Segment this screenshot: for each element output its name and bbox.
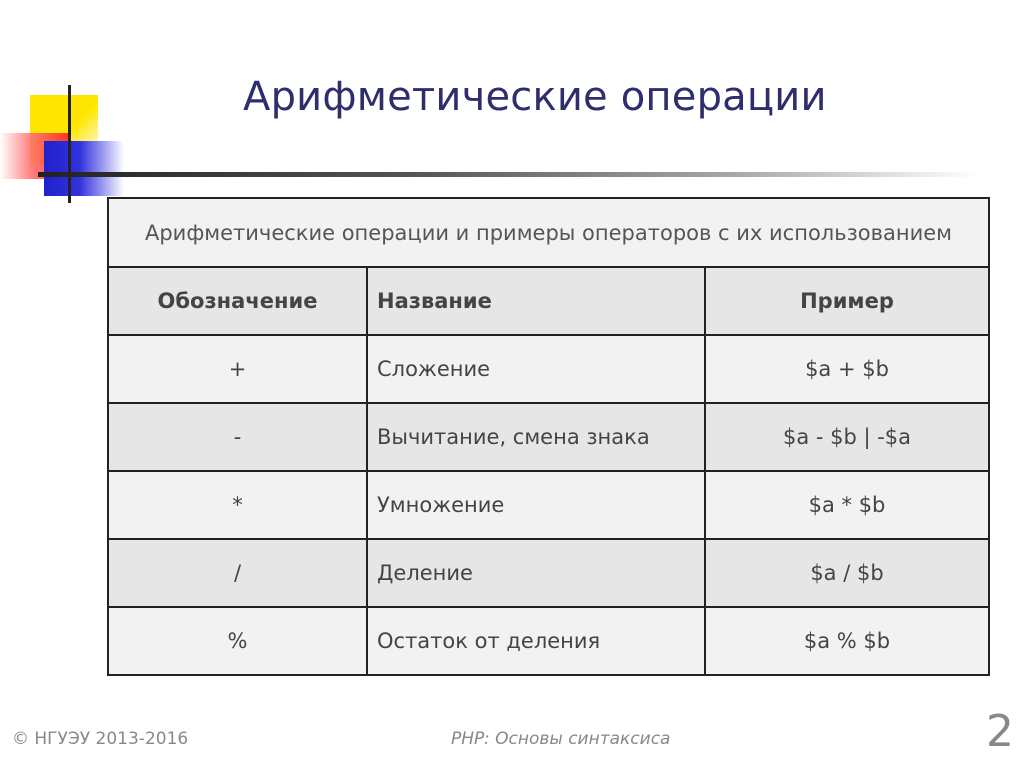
cell-name: Остаток от деления [367, 607, 705, 675]
cell-symbol: * [108, 471, 367, 539]
footer-course-title: PHP: Основы синтаксиса [451, 729, 671, 749]
table-row [108, 471, 989, 539]
header-example: Пример [705, 267, 989, 335]
table-row [108, 607, 989, 675]
page-number: 2 [986, 706, 1014, 757]
table-row [108, 539, 989, 607]
table-header-row [108, 267, 989, 335]
cell-name: Умножение [367, 471, 705, 539]
cell-example: $a % $b [705, 607, 989, 675]
cell-symbol: - [108, 403, 367, 471]
cell-symbol: / [108, 539, 367, 607]
decor-vertical-line [68, 85, 71, 203]
slide-title: Арифметические операции [243, 74, 827, 120]
cell-symbol: + [108, 335, 367, 403]
cell-name: Вычитание, смена знака [367, 403, 705, 471]
footer-copyright: © НГУЭУ 2013-2016 [12, 729, 189, 749]
operations-table [107, 197, 990, 676]
cell-name: Сложение [367, 335, 705, 403]
cell-symbol: % [108, 607, 367, 675]
header-symbol: Обозначение [108, 267, 367, 335]
cell-name: Деление [367, 539, 705, 607]
decor-blue-square [44, 141, 124, 196]
cell-example: $a - $b | -$a [705, 403, 989, 471]
table-caption: Арифметические операции и примеры операторов с их использованием [108, 198, 989, 267]
cell-example: $a * $b [705, 471, 989, 539]
cell-example: $a + $b [705, 335, 989, 403]
table-row [108, 403, 989, 471]
title-underline [38, 172, 978, 177]
table-row [108, 335, 989, 403]
header-name: Название [367, 267, 705, 335]
table-caption-row [108, 198, 989, 267]
cell-example: $a / $b [705, 539, 989, 607]
